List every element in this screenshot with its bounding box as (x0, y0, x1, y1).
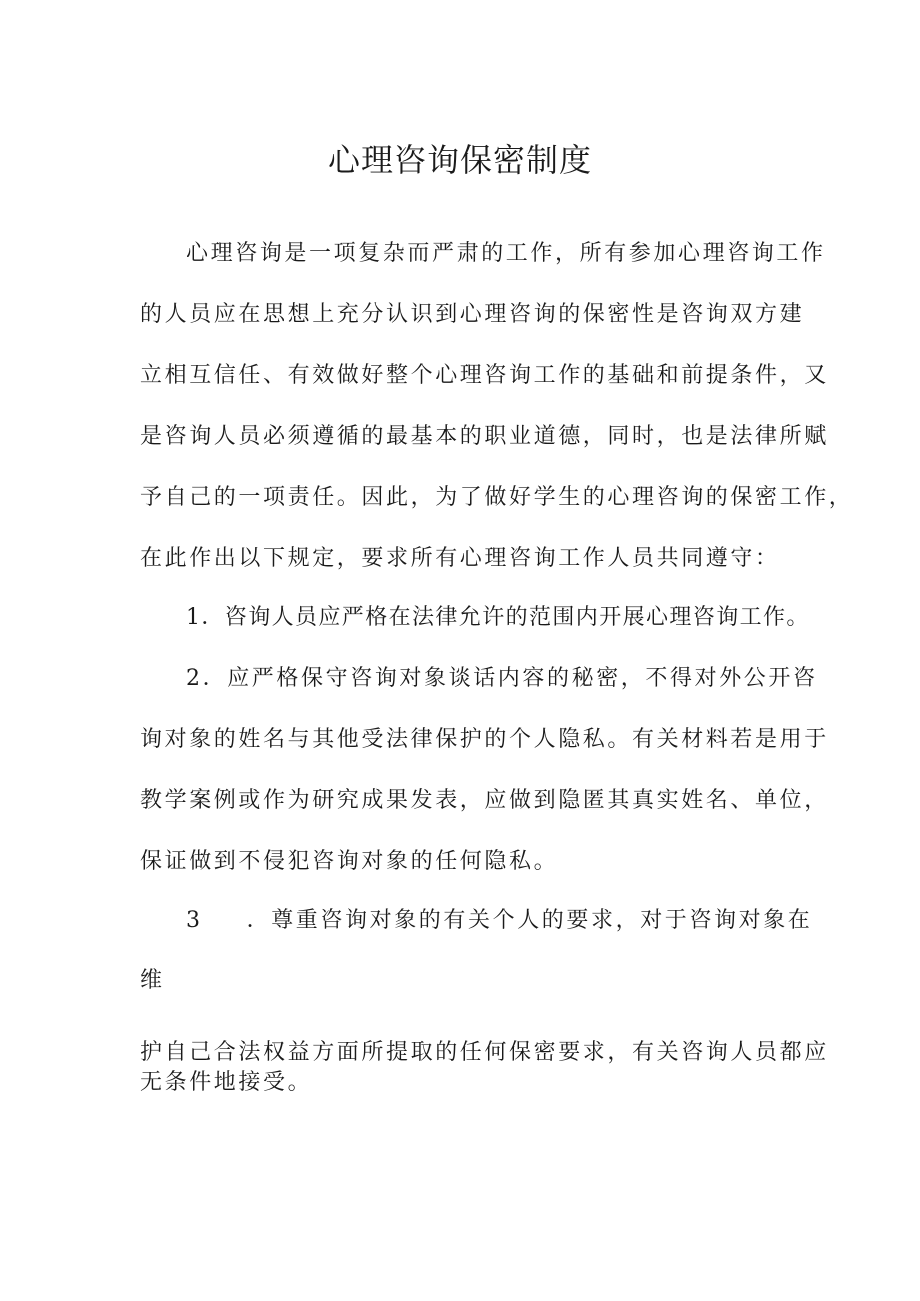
intro-line: 的人员应在思想上充分认识到心理咨询的保密性是咨询双方建 (140, 302, 805, 327)
rule-item-3-line (186, 906, 813, 936)
rule-item-1: 1．咨询人员应严格在法律允许的范围内开展心理咨询工作。 (186, 605, 810, 630)
rule-item-3-line: 护自己合法权益方面所提取的任何保密要求，有关咨询人员都应 (140, 1040, 829, 1065)
intro-line: 是咨询人员必须遵循的最基本的职业道德，同时，也是法律所赋 (140, 424, 829, 449)
document-title: 心理咨询保密制度 (327, 141, 592, 179)
rule-item-2-line: 2．应严格保守咨询对象谈话内容的秘密，不得对外公开咨 (186, 666, 818, 691)
rule-item-3-text: ．尊重咨询对象的有关个人的要求，对于咨询对象在 (246, 908, 813, 933)
rule-item-2-line: 询对象的姓名与其他受法律保护的个人隐私。有关材料若是用于 (140, 727, 829, 752)
rule-item-2-line: 教学案例或作为研究成果发表，应做到隐匿其真实姓名、单位， (140, 788, 829, 813)
rule-item-3-line: 维 (140, 968, 165, 993)
intro-line: 在此作出以下规定，要求所有心理咨询工作人员共同遵守： (140, 546, 780, 571)
rule-item-3-line: 无条件地接受。 (140, 1070, 313, 1095)
intro-line: 心理咨询是一项复杂而严肃的工作，所有参加心理咨询工作 (186, 241, 826, 266)
rule-item-2-line: 保证做到不侵犯咨询对象的任何隐私。 (140, 849, 559, 874)
intro-line: 立相互信任、有效做好整个心理咨询工作的基础和前提条件，又 (140, 363, 829, 388)
rule-item-3-number: 3 (186, 908, 203, 933)
intro-line: 予自己的一项责任。因此，为了做好学生的心理咨询的保密工作， (140, 485, 854, 510)
